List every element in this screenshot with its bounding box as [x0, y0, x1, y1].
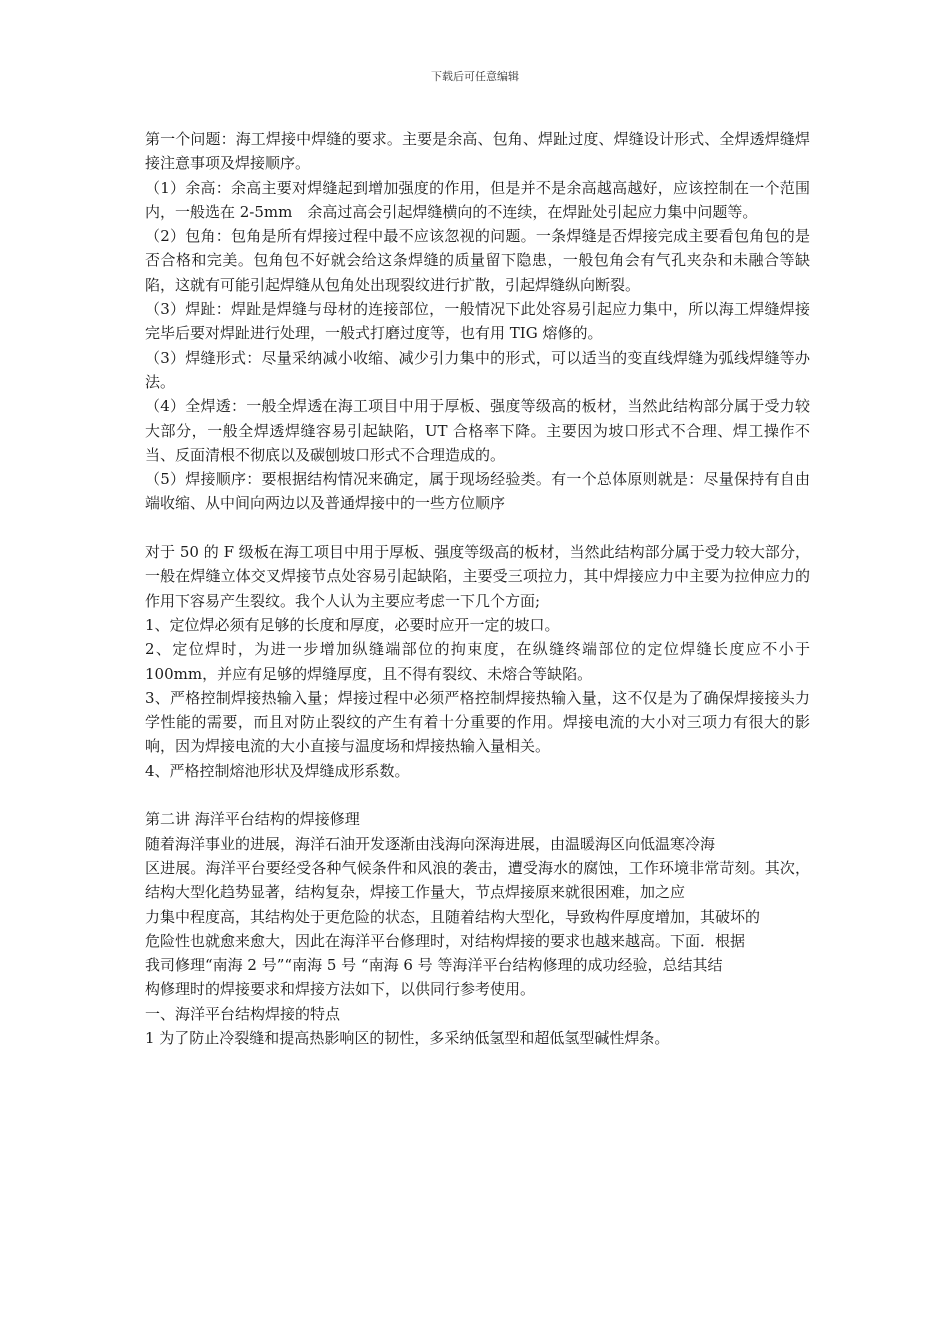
paragraph-line: 危险性也就愈来愈大，因此在海洋平台修理时，对结构焊接的要求也越来越高。下面．根据 [145, 931, 746, 950]
blank-line [145, 783, 810, 807]
paragraph-wrap-corner: （2）包角：包角是所有焊接过程中最不应该忽视的问题。一条焊缝是否焊接完成主要看包角包的是否合格和完美。包角包不好就会给这条焊缝的质量留下隐患，一般包角会有气孔夹杂和未融合等缺陷，这就有可能引起焊缝从包角处出现裂纹进行扩散，引起焊缝纵向断裂。 [145, 227, 810, 294]
document-body [145, 127, 810, 1050]
list-item-4: 4、严格控制熔池形状及焊缝成形系数。 [145, 761, 410, 780]
list-item-2: 2、定位焊时，为进一步增加纵缝端部位的拘束度，在纵缝终端部位的定位焊缝长度应不小于 100mm，并应有足够的焊缝厚度，且不得有裂纹、未熔合等缺陷。 [145, 640, 810, 683]
blank-line [145, 516, 810, 540]
paragraph-reinforcement: （1）余高：余高主要对焊缝起到增加强度的作用，但是并不是余高越高越好，应该控制在一个范围内，一般选在 2-5mm 余高过高会引起焊缝横向的不连续，在焊趾处引起应力集中问题等。 [145, 178, 810, 221]
list-item: 1 为了防止冷裂缝和提高热影响区的韧性，多采纳低氢型和超低氢型碱性焊条。 [145, 1028, 670, 1047]
page-header: 下载后可任意编辑 [431, 70, 519, 83]
list-item-1: 1、定位焊必须有足够的长度和厚度，必要时应开一定的坡口。 [145, 615, 560, 634]
subsection-heading: 一、海洋平台结构焊接的特点 [145, 1004, 341, 1023]
paragraph-intro: 第一个问题：海工焊接中焊缝的要求。主要是余高、包角、焊趾过度、焊缝设计形式、全焊透焊缝焊接注意事项及焊接顺序。 [145, 130, 810, 173]
section-heading: 第二讲 海洋平台结构的焊接修理 [145, 810, 360, 829]
paragraph-welding-sequence: （5）焊接顺序：要根据结构情况来确定，属于现场经验类。有一个总体原则就是：尽量保持有自由端收缩、从中间向两边以及普通焊接中的一些方位顺序 [145, 470, 810, 513]
list-item-3: 3、严格控制焊接热输入量；焊接过程中必须严格控制焊接热输入量，这不仅是为了确保焊接接头力学性能的需要，而且对防止裂纹的产生有着十分重要的作用。焊接电流的大小对三项力有很大的影响，因为焊接电流的大小直接与温度场和焊接热输入量相关。 [145, 688, 810, 756]
paragraph-line: 力集中程度高，其结构处于更危险的状态，且随着结构大型化，导致构件厚度增加，其破坏的 [145, 907, 761, 926]
paragraph-weld-form: （3）焊缝形式：尽量采纳减小收缩、减少引力集中的形式，可以适当的变直线焊缝为弧线焊缝等办法。 [145, 348, 810, 391]
paragraph-line: 构修理时的焊接要求和焊接方法如下，以供同行参考使用。 [145, 980, 536, 999]
paragraph-weld-toe: （3）焊趾：焊趾是焊缝与母材的连接部位，一般情况下此处容易引起应力集中，所以海工焊缝焊接完毕后要对焊趾进行处理，一般式打磨过度等，也有用 TIG 熔修的。 [145, 300, 810, 343]
paragraph-full-penetration: （4）全焊透：一般全焊透在海工项目中用于厚板、强度等级高的板材，当然此结构部分属于受力较大部分，一般全焊透焊缝容易引起缺陷，UT 合格率下降。主要因为坡口形式不合理、焊工操作不当、反面清根不彻底以及碳刨坡口形式不合理造成的。 [145, 397, 810, 464]
paragraph-line: 随着海洋事业的进展，海洋石油开发逐渐由浅海向深海进展，由温暖海区向低温寒冷海 [145, 834, 716, 853]
paragraph-line: 区进展。海洋平台要经受各种气候条件和风浪的袭击，遭受海水的腐蚀，工作环境非常苛刻。其次，结构大型化趋势显著，结构复杂，焊接工作量大，节点焊接原来就很困难，加之应 [145, 858, 810, 902]
paragraph-line: 我司修理“南海 2 号”“南海 5 号 “南海 6 号 等海洋平台结构修理的成功经验，总结其结 [145, 956, 723, 975]
paragraph-f-grade-plate: 对于 50 的 F 级板在海工项目中用于厚板、强度等级高的板材，当然此结构部分属于受力较大部分，一般在焊缝立体交叉焊接节点处容易引起缺陷，主要受三项拉力，其中焊接应力中主要为拉伸应力的作用下容易产生裂纹。我个人认为主要应考虑一下几个方面; [145, 543, 810, 610]
